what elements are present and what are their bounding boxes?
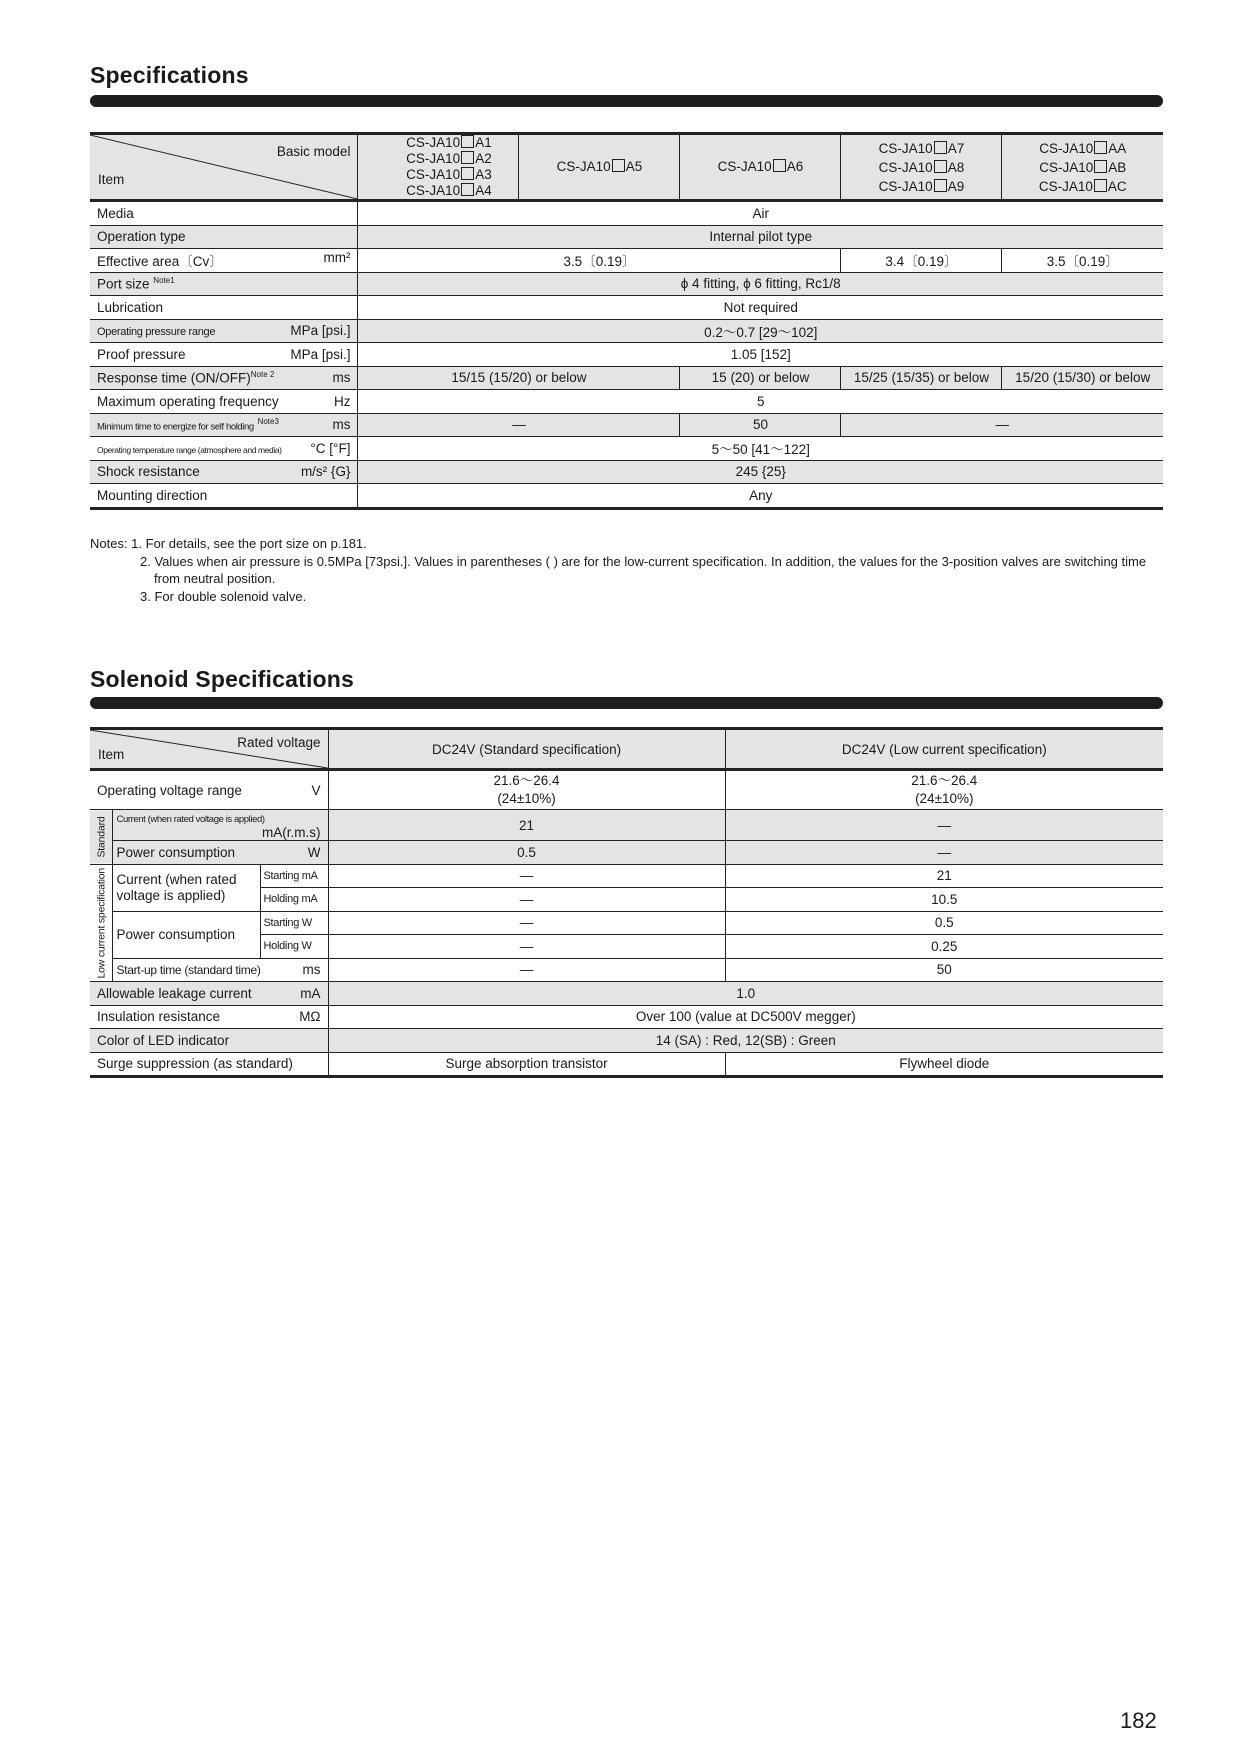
model-name <box>365 167 511 183</box>
sub-label: Holding mA <box>260 888 328 912</box>
model-prefix: CS-JA10 <box>406 167 461 182</box>
note-3: 3. For double solenoid valve. <box>140 588 307 604</box>
model-name <box>365 151 511 167</box>
corner-label-item: Item <box>98 172 125 187</box>
cell-value: 15/20 (15/30) or below <box>1002 366 1163 390</box>
cell-value: — <box>328 864 725 888</box>
cell-value: 15/25 (15/35) or below <box>841 366 1002 390</box>
model-suffix: A5 <box>625 159 643 174</box>
specifications-title: Specifications <box>90 62 249 88</box>
table-row <box>90 958 1163 982</box>
cell-value: 0.2～0.7 [29～102] <box>358 319 1163 343</box>
corner-label-item: Item <box>98 747 125 762</box>
row-label: Power consumption <box>112 911 260 958</box>
model-prefix: CS-JA10 <box>556 159 611 174</box>
label-text: Operating pressure range <box>97 326 216 339</box>
model-prefix: CS-JA10 <box>878 140 933 156</box>
row-label <box>90 460 358 484</box>
model-header-a6 <box>680 134 841 201</box>
table-row <box>90 460 1163 484</box>
section-divider-bar <box>90 697 1163 709</box>
value-line: (24±10%) <box>915 791 974 806</box>
placeholder-square-icon <box>934 179 947 192</box>
model-name <box>526 159 672 175</box>
cell-value: Internal pilot type <box>358 225 1163 249</box>
row-label: Color of LED indicator <box>90 1029 328 1053</box>
table-row <box>90 249 1163 273</box>
model-suffix: A7 <box>947 140 965 156</box>
notes-block <box>90 535 1163 605</box>
model-header-a1-a4 <box>358 134 519 201</box>
cell-value: Flywheel diode <box>725 1052 1163 1077</box>
model-header-a5 <box>519 134 680 201</box>
model-name <box>1009 139 1156 158</box>
table-row <box>90 864 1163 888</box>
cell-value: 0.25 <box>725 935 1163 959</box>
unit-text: ms <box>302 962 321 978</box>
row-label <box>112 810 328 841</box>
label-text: Power consumption <box>116 844 236 860</box>
cell-value: — <box>328 935 725 959</box>
cell-value: 21 <box>725 864 1163 888</box>
placeholder-square-icon <box>461 167 474 180</box>
placeholder-square-icon <box>1094 141 1107 154</box>
placeholder-square-icon <box>461 151 474 164</box>
placeholder-square-icon <box>461 135 474 148</box>
group-label-standard: Standard <box>90 810 112 865</box>
group-label-low-current: Low current specification <box>90 864 112 982</box>
unit-text: MΩ <box>299 1009 321 1025</box>
cell-value: 50 <box>725 958 1163 982</box>
model-suffix: AB <box>1108 159 1127 175</box>
unit-text: °C [°F] <box>310 440 351 456</box>
cell-value <box>725 770 1163 810</box>
cell-value: ϕ 4 fitting, ϕ 6 fitting, Rc1/8 <box>358 272 1163 296</box>
placeholder-square-icon <box>612 159 625 172</box>
table-row <box>90 1052 1163 1077</box>
unit-text: Hz <box>333 393 351 409</box>
column-header-low-current: DC24V (Low current specification) <box>725 729 1163 770</box>
table-header-row <box>90 729 1163 770</box>
cell-value: 15 (20) or below <box>680 366 841 390</box>
label-text: Port size <box>97 276 150 292</box>
row-label: Media <box>90 201 358 226</box>
row-label: Current (when rated voltage is applied) <box>112 864 260 911</box>
unit-text: m/s² {G} <box>300 464 351 480</box>
unit-text: MPa [psi.] <box>290 323 351 339</box>
corner-label-basic-model: Basic model <box>276 144 351 159</box>
value-line: (24±10%) <box>497 791 556 806</box>
unit-text: V <box>311 782 321 798</box>
row-label <box>90 437 358 461</box>
row-label <box>90 770 328 810</box>
cell-value: — <box>358 413 680 437</box>
value-line: 21.6～26.4 <box>911 773 978 788</box>
row-label <box>90 343 358 367</box>
label-text: Minimum time to energize for self holding <box>97 421 254 433</box>
cell-value: — <box>328 958 725 982</box>
table-row <box>90 911 1163 935</box>
model-suffix: A8 <box>947 159 965 175</box>
model-name <box>848 158 994 177</box>
row-label <box>90 319 358 343</box>
table-row <box>90 1029 1163 1053</box>
value-line: 21.6～26.4 <box>493 773 560 788</box>
row-label <box>90 413 358 437</box>
cell-value: 3.5〔0.19〕 <box>358 249 841 273</box>
cell-value: — <box>725 841 1163 865</box>
unit-text: ms <box>332 417 351 432</box>
row-label <box>90 1005 328 1029</box>
model-name <box>687 159 833 175</box>
table-row <box>90 343 1163 367</box>
table-row <box>90 810 1163 841</box>
model-header-a7-a9 <box>841 134 1002 201</box>
model-prefix: CS-JA10 <box>406 183 461 198</box>
model-prefix: CS-JA10 <box>878 178 933 194</box>
sub-label: Holding W <box>260 935 328 959</box>
cell-value: 245 {25} <box>358 460 1163 484</box>
model-prefix: CS-JA10 <box>1038 178 1093 194</box>
table-row <box>90 225 1163 249</box>
row-label <box>112 958 328 982</box>
model-suffix: A3 <box>475 167 492 182</box>
label-text: Maximum operating frequency <box>97 393 279 409</box>
header-corner-cell <box>90 134 358 201</box>
unit-text: MPa [psi.] <box>290 346 351 362</box>
cell-value: 3.4〔0.19〕 <box>841 249 1002 273</box>
model-name <box>365 183 511 199</box>
table-row <box>90 841 1163 865</box>
unit-text: W <box>307 844 321 860</box>
model-prefix: CS-JA10 <box>1039 140 1094 156</box>
note-ref: Note3 <box>257 417 279 426</box>
model-name <box>848 139 994 158</box>
table-row <box>90 366 1163 390</box>
header-corner-cell <box>90 729 328 770</box>
model-prefix: CS-JA10 <box>406 135 461 150</box>
label-text: Shock resistance <box>97 464 200 480</box>
column-header-standard: DC24V (Standard specification) <box>328 729 725 770</box>
placeholder-square-icon <box>1094 179 1107 192</box>
cell-value: 14 (SA) : Red, 12(SB) : Green <box>328 1029 1163 1053</box>
cell-value: 0.5 <box>328 841 725 865</box>
table-row <box>90 982 1163 1006</box>
table-row <box>90 272 1163 296</box>
model-prefix: CS-JA10 <box>1039 159 1094 175</box>
model-suffix: A1 <box>475 135 492 150</box>
cell-value: Air <box>358 201 1163 226</box>
cell-value: 1.05 [152] <box>358 343 1163 367</box>
cell-value: 10.5 <box>725 888 1163 912</box>
row-label: Mounting direction <box>90 484 358 509</box>
note-2: 2. Values when air pressure is 0.5MPa [73psi.]. Values in parentheses ( ) are for the low-current specification. In addition, the values for the 3-position valves are switching time from neutral position. <box>140 553 1147 586</box>
model-prefix: CS-JA10 <box>717 159 772 174</box>
table-header-row <box>90 134 1163 201</box>
specifications-table <box>90 132 1163 510</box>
cell-value: Over 100 (value at DC500V megger) <box>328 1005 1163 1029</box>
unit-text: ms <box>332 370 351 385</box>
solenoid-specifications-table <box>90 727 1163 1078</box>
model-name <box>1009 177 1156 196</box>
cell-value: — <box>328 911 725 935</box>
model-suffix: AA <box>1108 140 1127 156</box>
cell-value <box>328 770 725 810</box>
unit-text: mm² <box>323 250 351 266</box>
label-text: Current (when rated voltage is applied) <box>116 814 265 825</box>
row-label: Operation type <box>90 225 358 249</box>
cell-value: — <box>725 810 1163 841</box>
cell-value: 50 <box>680 413 841 437</box>
table-row <box>90 390 1163 414</box>
table-row <box>90 484 1163 509</box>
row-label: Lubrication <box>90 296 358 320</box>
note-ref: Note 2 <box>250 370 275 379</box>
cell-value: — <box>841 413 1163 437</box>
table-row <box>90 1005 1163 1029</box>
table-row <box>90 201 1163 226</box>
label-text: Start-up time (standard time) <box>116 963 261 978</box>
row-label <box>112 841 328 865</box>
table-row <box>90 319 1163 343</box>
label-text: Effective area〔Cv〕 <box>97 254 223 270</box>
model-suffix: A9 <box>947 178 965 194</box>
cell-value: 15/15 (15/20) or below <box>358 366 680 390</box>
cell-value: Any <box>358 484 1163 509</box>
table-row <box>90 770 1163 810</box>
row-label <box>90 390 358 414</box>
table-row <box>90 437 1163 461</box>
sub-label: Starting mA <box>260 864 328 888</box>
model-prefix: CS-JA10 <box>406 151 461 166</box>
note-ref: Note1 <box>153 276 175 285</box>
solenoid-specifications-title: Solenoid Specifications <box>90 666 355 692</box>
sub-label: Starting W <box>260 911 328 935</box>
cell-value: 1.0 <box>328 982 1163 1006</box>
label-text: Allowable leakage current <box>97 985 252 1001</box>
model-prefix: CS-JA10 <box>878 159 933 175</box>
cell-value: 0.5 <box>725 911 1163 935</box>
cell-value: Surge absorption transistor <box>328 1052 725 1077</box>
placeholder-square-icon <box>934 141 947 154</box>
cell-value: 5～50 [41～122] <box>358 437 1163 461</box>
label-text: Operating temperature range (atmosphere and media) <box>97 444 282 455</box>
model-name <box>848 177 994 196</box>
placeholder-square-icon <box>1094 160 1107 173</box>
cell-value: — <box>328 888 725 912</box>
row-label <box>90 272 358 296</box>
label-text: Proof pressure <box>97 346 186 362</box>
model-suffix: A6 <box>786 159 804 174</box>
model-name <box>365 135 511 151</box>
unit-text: mA <box>300 985 321 1001</box>
cell-value: 21 <box>328 810 725 841</box>
placeholder-square-icon <box>773 159 786 172</box>
model-suffix: A2 <box>475 151 492 166</box>
cell-value: 5 <box>358 390 1163 414</box>
corner-label-rated-voltage: Rated voltage <box>237 735 321 750</box>
cell-value: Not required <box>358 296 1163 320</box>
page-number: 182 <box>1120 1708 1157 1733</box>
placeholder-square-icon <box>461 183 474 196</box>
table-row <box>90 413 1163 437</box>
label-text: Insulation resistance <box>97 1009 221 1025</box>
row-label <box>90 982 328 1006</box>
row-label <box>90 249 358 273</box>
model-header-aa-ac <box>1002 134 1163 201</box>
placeholder-square-icon <box>934 160 947 173</box>
section-divider-bar <box>90 95 1163 107</box>
row-label <box>90 366 358 390</box>
unit-text: mA(r.m.s) <box>262 825 321 840</box>
cell-value: 3.5〔0.19〕 <box>1002 249 1163 273</box>
table-row <box>90 296 1163 320</box>
row-label: Surge suppression (as standard) <box>90 1052 328 1077</box>
model-suffix: A4 <box>475 183 492 198</box>
label-text: Response time (ON/OFF) <box>97 370 251 386</box>
label-text: Operating voltage range <box>97 782 242 798</box>
note-1: Notes: 1. For details, see the port size on p.181. <box>90 536 367 551</box>
model-name <box>1009 158 1156 177</box>
model-suffix: AC <box>1107 178 1127 194</box>
